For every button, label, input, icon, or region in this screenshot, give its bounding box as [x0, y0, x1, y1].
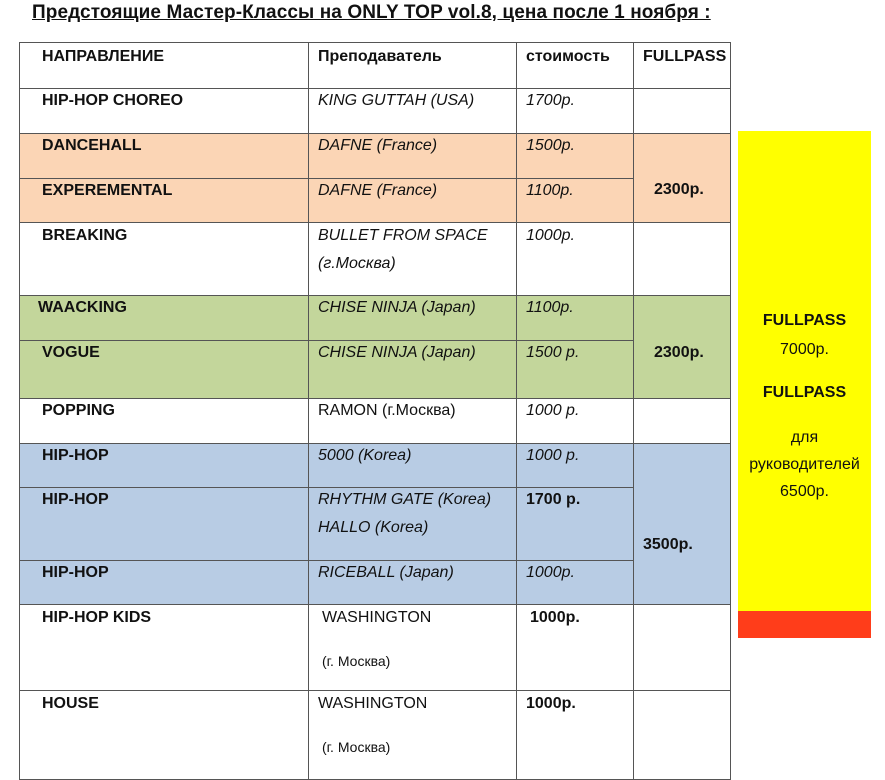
- direction-text: BREAKING: [42, 227, 128, 244]
- teacher-text: DAFNE (France): [318, 182, 438, 199]
- teacher-location-text: (г.Москва): [318, 255, 396, 272]
- teacher-text: WASHINGTON: [318, 695, 428, 712]
- price-text: 1000 р.: [526, 447, 580, 464]
- teacher-text: RICEBALL (Japan): [318, 564, 454, 581]
- direction-text: EXPEREMENTAL: [42, 182, 173, 199]
- fullpass-sidebar: [738, 131, 871, 611]
- price-text: 1100р.: [526, 182, 574, 199]
- teacher-text: CHISE NINJA (Japan): [318, 344, 476, 361]
- direction-text: POPPING: [42, 402, 115, 419]
- fullpass-cell: [633, 222, 731, 296]
- fullpass-cell: [633, 398, 731, 444]
- teacher-location-text: (г. Москва): [322, 653, 391, 669]
- price-text: 1000р.: [530, 609, 580, 626]
- column-header-fullpass: FULLPASS: [643, 48, 727, 65]
- direction-text: HIP-HOP: [42, 564, 109, 581]
- price-text: 1500 р.: [526, 344, 580, 361]
- teacher-location-text: (г. Москва): [322, 739, 391, 755]
- fullpass-group-cell: [633, 443, 731, 605]
- direction-text: HIP-HOP CHOREO: [42, 92, 184, 109]
- sidebar-leaders-price: 6500р.: [780, 483, 829, 500]
- price-text: 1000 р.: [526, 402, 580, 419]
- price-text: 1700р.: [526, 92, 575, 109]
- direction-text: HIP-HOP: [42, 491, 109, 508]
- direction-text: VOGUE: [42, 344, 100, 361]
- fullpass-cell: [633, 88, 731, 134]
- sidebar-leaders-text: руководителей: [749, 456, 860, 473]
- sidebar-fullpass-label-2: FULLPASS: [762, 384, 847, 401]
- price-text: 1500р.: [526, 137, 575, 154]
- fullpass-group-cell: [633, 133, 731, 223]
- price-text: 1700 р.: [526, 491, 581, 508]
- price-text: 1100р.: [526, 299, 574, 316]
- price-text: 1000р.: [526, 564, 575, 581]
- direction-text: WAACKING: [38, 299, 127, 316]
- teacher-text: CHISE NINJA (Japan): [318, 299, 476, 316]
- price-text: 1000р.: [526, 695, 576, 712]
- sidebar-fullpass-price: 7000р.: [780, 341, 829, 358]
- teacher-text: KING GUTTAH (USA): [318, 92, 475, 109]
- teacher-text: BULLET FROM SPACE: [318, 227, 488, 244]
- price-text: 1000р.: [526, 227, 575, 244]
- sidebar-for-text: для: [790, 429, 819, 446]
- teacher-text: 5000 (Korea): [318, 447, 412, 464]
- teacher-second-text: HALLO (Korea): [318, 519, 429, 536]
- direction-text: DANCEHALL: [42, 137, 142, 154]
- column-header-price: стоимость: [526, 48, 610, 65]
- sidebar-red-strip: [738, 611, 871, 638]
- teacher-text: DAFNE (France): [318, 137, 438, 154]
- direction-text: HIP-HOP KIDS: [42, 609, 152, 626]
- sidebar-fullpass-label: FULLPASS: [762, 312, 847, 329]
- column-header-direction: НАПРАВЛЕНИЕ: [42, 48, 164, 65]
- fullpass-group-price: 2300р.: [654, 344, 704, 361]
- page-title: Предстоящие Мастер-Классы на ONLY TOP vol.8, цена после 1 ноября :: [32, 2, 711, 23]
- teacher-text: RAMON (г.Москва): [318, 402, 456, 419]
- direction-text: HIP-HOP: [42, 447, 109, 464]
- fullpass-group-price: 3500р.: [643, 536, 693, 553]
- fullpass-cell: [633, 604, 731, 691]
- column-header-teacher: Преподаватель: [318, 48, 442, 65]
- fullpass-cell: [633, 690, 731, 780]
- direction-text: HOUSE: [42, 695, 99, 712]
- fullpass-group-price: 2300р.: [654, 181, 704, 198]
- teacher-text: RHYTHM GATE (Korea): [318, 491, 492, 508]
- teacher-text: WASHINGTON: [322, 609, 432, 626]
